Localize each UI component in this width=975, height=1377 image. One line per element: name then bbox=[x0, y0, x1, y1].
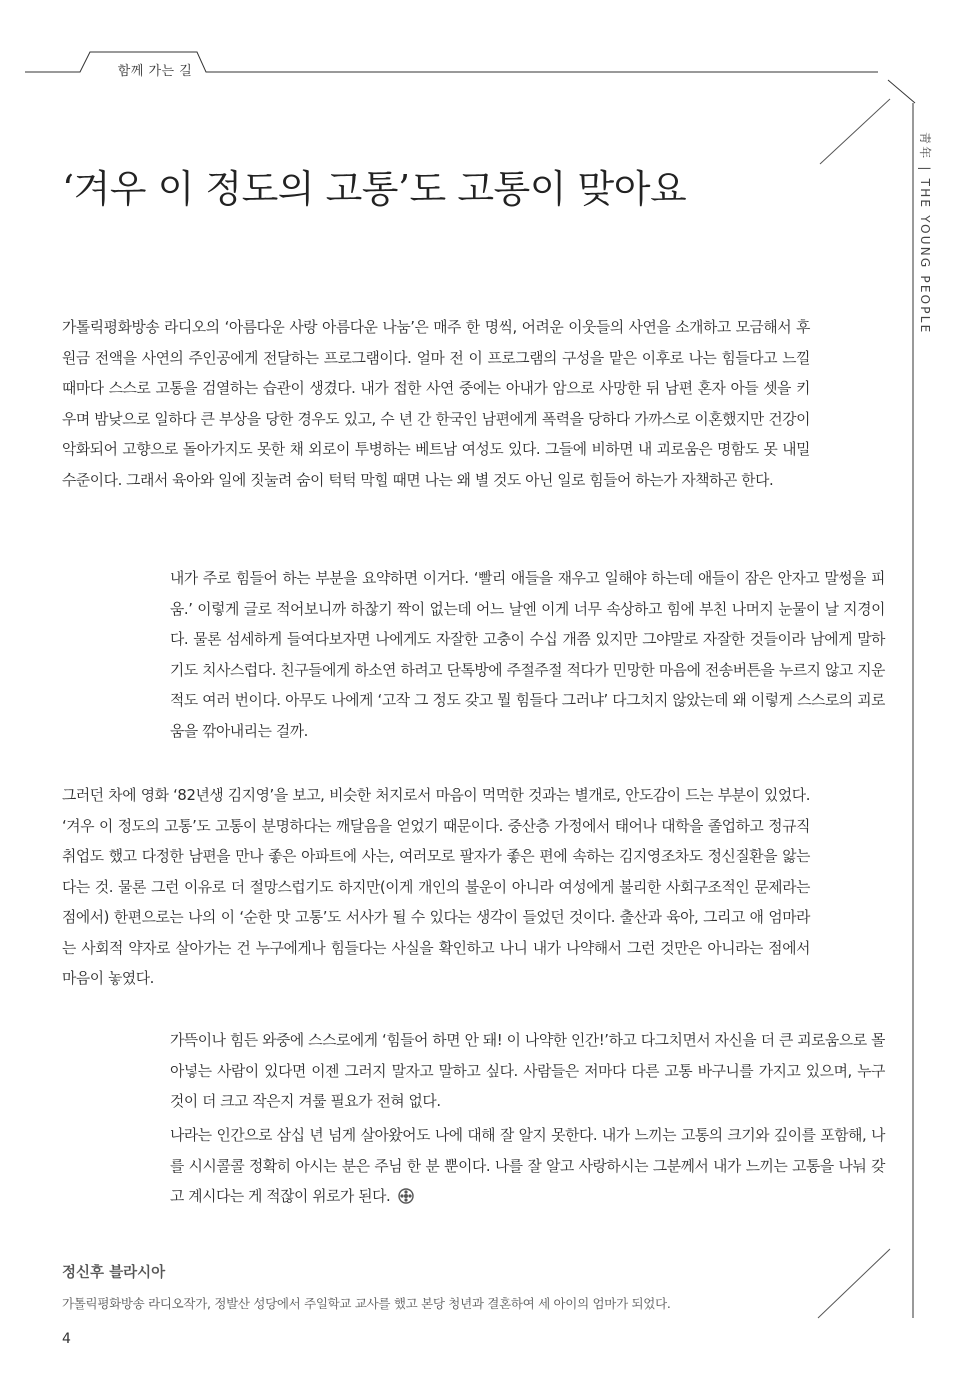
side-vertical-label: 靑年 | THE YOUNG PEOPLE bbox=[918, 132, 932, 335]
decor-slash-top bbox=[820, 99, 890, 164]
paragraph-4-indented: 가뜩이나 힘든 와중에 스스로에게 ‘힘들어 하면 안 돼! 이 나약한 인간!’하고 다그치면서 자신을 더 큰 괴로움으로 몰아넣는 사람이 있다면 이젠 그러지 말자고 말하고 싶다. 사람들은 저마다 다른 고통 바구니를 가지고 있으며, 누구 것이 더 크고 작은지 겨룰 필요가 전혀 없다. bbox=[170, 1032, 885, 1110]
author-name: 정신후 블라시아 bbox=[62, 1265, 166, 1281]
paragraph-5-indented bbox=[170, 1121, 885, 1213]
paragraph-1: 가톨릭평화방송 라디오의 ‘아름다운 사랑 아름다운 나눔’은 매주 한 명씩, 어려운 이웃들의 사연을 소개하고 모금해서 후원금 전액을 사연의 주인공에게 전달하는 프로그램이다. 얼마 전 이 프로그램의 구성을 맡은 이후로 나는 힘들다고 느낄 때마다 스스로 고통을 검열하는 습관이 생겼다. 내가 접한 사연 중에는 아내가 암으로 사망한 뒤 남편 혼자 아들 셋을 키우며 밤낮으로 일하다 큰 부상을 당한 경우도 있고, 수 년 간 한국인 남편에게 폭력을 당하다 가까스로 이혼했지만 건강이 악화되어 고향으로 돌아가지도 못한 채 외로이 투병하는 베트남 여성도 있다. 그들에 비하면 내 괴로움은 명함도 못 내밀 수준이다. 그래서 육아와 일에 짓눌려 숨이 턱턱 막힐 때면 나는 왜 별 것도 아닌 일로 힘들어 하는가 자책하곤 한다. bbox=[62, 319, 810, 489]
corner-diagonal-top-right bbox=[888, 80, 915, 103]
decor-slash-bottom bbox=[818, 1249, 890, 1318]
paragraph-2-indented: 내가 주로 힘들어 하는 부분을 요약하면 이거다. ‘빨리 애들을 재우고 일해야 하는데 애들이 잠은 안자고 말썽을 피움.’ 이렇게 글로 적어보니까 하찮기 짝이 없는데 어느 날엔 이게 너무 속상하고 힘에 부친 나머지 눈물이 날 지경이다. 물론 섬세하게 들여다보자면 나에게도 자잘한 고충이 수십 개쯤 있지만 그야말로 자잘한 것들이라 남에게 말하기도 치사스럽다. 친구들에게 하소연 하려고 단톡방에 주절주절 적다가 민망한 마음에 전송버튼을 누르지 않고 지운 적도 여러 번이다. 아무도 나에게 ‘고작 그 정도 갖고 뭘 힘들다 그러냐’ 다그치지 않았는데 왜 이렇게 스스로의 괴로움을 깎아내리는 걸까. bbox=[170, 570, 885, 740]
author-bio: 가톨릭평화방송 라디오작가, 정발산 성당에서 주일학교 교사를 했고 본당 청년과 결혼하여 세 아이의 엄마가 되었다. bbox=[62, 1296, 671, 1311]
article-title: ‘겨우 이 정도의 고통’도 고통이 맞아요 bbox=[62, 167, 687, 211]
section-label: 함께 가는 길 bbox=[117, 64, 193, 79]
page-number: 4 bbox=[62, 1331, 71, 1347]
paragraph-5-text: 나라는 인간으로 삼십 년 넘게 살아왔어도 나에 대해 잘 알지 못한다. 내가 느끼는 고통의 크기와 깊이를 포함해, 나를 시시콜콜 정확히 아시는 분은 주님 한 분 뿐이다. 나를 잘 알고 사랑하시는 그분께서 내가 느끼는 고통을 나눠 갖고 계시다는 게 적잖이 위로가 된다. bbox=[170, 1127, 885, 1205]
paragraph-3: 그러던 차에 영화 ‘82년생 김지영’을 보고, 비슷한 처지로서 마음이 먹먹한 것과는 별개로, 안도감이 드는 부분이 있었다. ‘겨우 이 정도의 고통’도 고통이 분명하다는 깨달음을 얻었기 때문이다. 중산층 가정에서 태어나 대학을 졸업하고 정규직 취업도 했고 다정한 남편을 만나 좋은 아파트에 사는, 여러모로 팔자가 좋은 편에 속하는 김지영조차도 정신질환을 앓는다는 것. 물론 그런 이유로 더 절망스럽기도 하지만(이게 개인의 불운이 아니라 여성에게 불리한 사회구조적인 문제라는 점에서) 한편으로는 나의 이 ‘순한 맛 고통’도 서사가 될 수 있다는 생각이 들었던 것이다. 출산과 육아, 그리고 애 엄마라는 사회적 약자로 살아가는 건 누구에게나 힘들다는 사실을 확인하고 나니 내가 나약해서 그런 것만은 아니라는 점에서 마음이 놓였다. bbox=[62, 787, 810, 987]
end-mark-icon bbox=[398, 1188, 414, 1204]
